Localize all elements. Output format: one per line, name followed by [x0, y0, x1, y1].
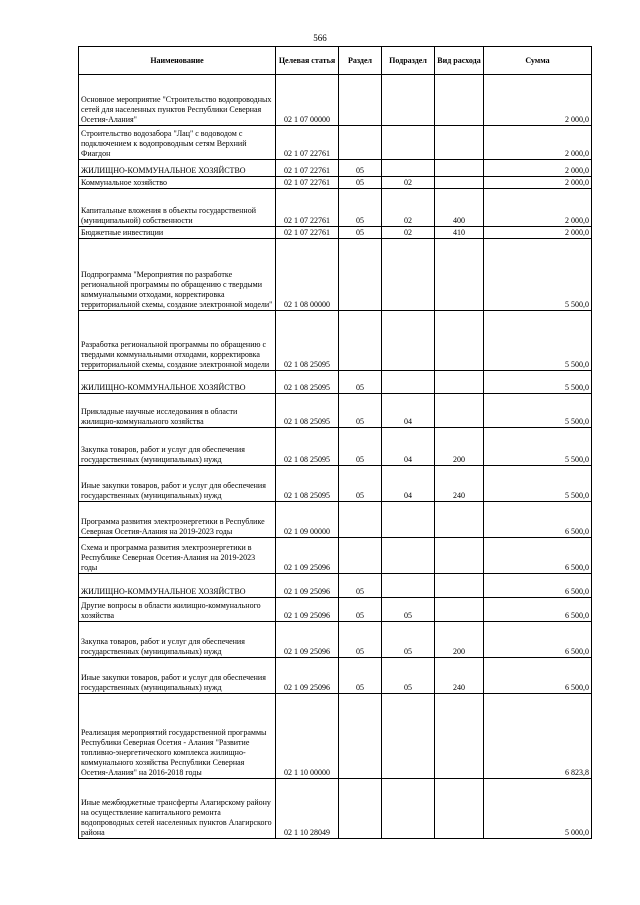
cell-expense-type	[435, 126, 484, 160]
cell-name: Иные межбюджетные трансферты Алагирскому району на осуществление капитального ремонта водопроводных сетей населенных пунктов Алагирского района	[79, 779, 276, 839]
cell-section: 05	[339, 177, 382, 189]
cell-sum: 2 000,0	[484, 177, 592, 189]
cell-sum: 2 000,0	[484, 75, 592, 126]
cell-name: Иные закупки товаров, работ и услуг для обеспечения государственных (муниципальных) нужд	[79, 658, 276, 694]
cell-name: Коммунальное хозяйство	[79, 177, 276, 189]
cell-code: 02 1 07 22761	[276, 126, 339, 160]
cell-expense-type	[435, 694, 484, 779]
cell-code: 02 1 08 25095	[276, 466, 339, 502]
cell-code: 02 1 08 00000	[276, 239, 339, 311]
cell-code: 02 1 09 25096	[276, 538, 339, 574]
cell-section	[339, 694, 382, 779]
table-row	[79, 538, 592, 574]
header-code: Целевая статья	[276, 47, 339, 75]
cell-expense-type: 400	[435, 189, 484, 227]
cell-expense-type	[435, 574, 484, 598]
cell-code: 02 1 10 00000	[276, 694, 339, 779]
cell-section	[339, 239, 382, 311]
cell-code: 02 1 08 25095	[276, 371, 339, 394]
cell-name: ЖИЛИЩНО-КОММУНАЛЬНОЕ ХОЗЯЙСТВО	[79, 574, 276, 598]
cell-code: 02 1 09 25096	[276, 574, 339, 598]
cell-sum: 6 500,0	[484, 574, 592, 598]
table-row	[79, 574, 592, 598]
cell-section: 05	[339, 371, 382, 394]
cell-name: Разработка региональной программы по обращению с твердыми коммунальными отходами, корректировка территориальной схемы, создание электронной модели	[79, 311, 276, 371]
cell-name: Закупка товаров, работ и услуг для обеспечения государственных (муниципальных) нужд	[79, 622, 276, 658]
cell-section: 05	[339, 227, 382, 239]
cell-section: 05	[339, 428, 382, 466]
table-row	[79, 189, 592, 227]
cell-sum: 5 500,0	[484, 428, 592, 466]
cell-name: Схема и программа развития электроэнергетики в Республике Северная Осетия-Алания на 2019-2023 годы	[79, 538, 276, 574]
cell-sum: 5 500,0	[484, 394, 592, 428]
cell-name: Иные закупки товаров, работ и услуг для обеспечения государственных (муниципальных) нужд	[79, 466, 276, 502]
table-row	[79, 779, 592, 839]
table-row	[79, 622, 592, 658]
cell-section: 05	[339, 466, 382, 502]
table-row	[79, 239, 592, 311]
cell-section	[339, 502, 382, 538]
cell-section: 05	[339, 160, 382, 177]
header-sum: Сумма	[484, 47, 592, 75]
cell-name: Строительство водозабора "Лац" с водоводом с подключением к водопроводным сетям Верхний Фиагдон	[79, 126, 276, 160]
cell-subsection	[382, 502, 435, 538]
cell-section	[339, 311, 382, 371]
cell-subsection	[382, 371, 435, 394]
cell-sum: 5 500,0	[484, 466, 592, 502]
table-row	[79, 394, 592, 428]
cell-sum: 6 500,0	[484, 658, 592, 694]
cell-sum: 5 500,0	[484, 371, 592, 394]
table-row	[79, 598, 592, 622]
header-name: Наименование	[79, 47, 276, 75]
table-row	[79, 428, 592, 466]
cell-name: Программа развития электроэнергетики в Республике Северная Осетия-Алания на 2019-2023 годы	[79, 502, 276, 538]
cell-code: 02 1 09 25096	[276, 658, 339, 694]
cell-subsection: 04	[382, 428, 435, 466]
cell-code: 02 1 09 00000	[276, 502, 339, 538]
table-header-row	[79, 47, 592, 75]
cell-sum: 5 500,0	[484, 311, 592, 371]
cell-section: 05	[339, 598, 382, 622]
cell-name: ЖИЛИЩНО-КОММУНАЛЬНОЕ ХОЗЯЙСТВО	[79, 371, 276, 394]
cell-expense-type	[435, 394, 484, 428]
cell-sum: 6 823,8	[484, 694, 592, 779]
header-section: Раздел	[339, 47, 382, 75]
cell-code: 02 1 07 22761	[276, 227, 339, 239]
table-row	[79, 371, 592, 394]
cell-expense-type: 240	[435, 658, 484, 694]
cell-subsection	[382, 75, 435, 126]
cell-subsection: 02	[382, 227, 435, 239]
cell-code: 02 1 09 25096	[276, 598, 339, 622]
cell-sum: 6 500,0	[484, 538, 592, 574]
cell-name: Закупка товаров, работ и услуг для обеспечения государственных (муниципальных) нужд	[79, 428, 276, 466]
table-row	[79, 227, 592, 239]
cell-name: Основное мероприятие "Строительство водопроводных сетей для населенных пунктов Республики Северная Осетия-Алания"	[79, 75, 276, 126]
header-subsection: Подраздел	[382, 47, 435, 75]
cell-subsection: 05	[382, 658, 435, 694]
cell-sum: 6 500,0	[484, 622, 592, 658]
cell-expense-type	[435, 371, 484, 394]
cell-subsection	[382, 779, 435, 839]
cell-subsection: 05	[382, 622, 435, 658]
cell-code: 02 1 07 22761	[276, 189, 339, 227]
cell-expense-type	[435, 538, 484, 574]
cell-section	[339, 779, 382, 839]
table-row	[79, 160, 592, 177]
budget-table	[78, 46, 592, 839]
cell-section: 05	[339, 394, 382, 428]
header-expense-type: Вид расхода	[435, 47, 484, 75]
cell-code: 02 1 07 22761	[276, 177, 339, 189]
cell-expense-type: 200	[435, 622, 484, 658]
table-row	[79, 75, 592, 126]
cell-subsection: 04	[382, 394, 435, 428]
table-row	[79, 658, 592, 694]
cell-code: 02 1 08 25095	[276, 428, 339, 466]
cell-section	[339, 126, 382, 160]
cell-name: Капитальные вложения в объекты государственной (муниципальной) собственности	[79, 189, 276, 227]
cell-code: 02 1 08 25095	[276, 394, 339, 428]
table-row	[79, 311, 592, 371]
cell-name: ЖИЛИЩНО-КОММУНАЛЬНОЕ ХОЗЯЙСТВО	[79, 160, 276, 177]
cell-code: 02 1 07 00000	[276, 75, 339, 126]
cell-section: 05	[339, 622, 382, 658]
cell-name: Реализация мероприятий государственной программы Республики Северная Осетия - Алания "Развитие топливно-энергетического комплекса жилищно-коммунального хозяйства Республики Северная Осетия-Алания" на 2016-2018 годы	[79, 694, 276, 779]
cell-subsection: 05	[382, 598, 435, 622]
cell-expense-type	[435, 779, 484, 839]
cell-section	[339, 538, 382, 574]
table-row	[79, 694, 592, 779]
cell-section: 05	[339, 574, 382, 598]
cell-expense-type: 410	[435, 227, 484, 239]
cell-name: Подпрограмма "Мероприятия по разработке региональной программы по обращению с твердыми коммунальными отходами, корректировка территориальной схемы, создание электронной модели"	[79, 239, 276, 311]
cell-expense-type	[435, 177, 484, 189]
cell-section	[339, 75, 382, 126]
cell-subsection	[382, 311, 435, 371]
cell-sum: 6 500,0	[484, 598, 592, 622]
cell-subsection	[382, 126, 435, 160]
cell-name: Бюджетные инвестиции	[79, 227, 276, 239]
cell-code: 02 1 10 28049	[276, 779, 339, 839]
cell-sum: 6 500,0	[484, 502, 592, 538]
cell-subsection	[382, 574, 435, 598]
cell-expense-type	[435, 75, 484, 126]
cell-sum: 5 000,0	[484, 779, 592, 839]
cell-code: 02 1 07 22761	[276, 160, 339, 177]
cell-name: Другие вопросы в области жилищно-коммунального хозяйства	[79, 598, 276, 622]
cell-sum: 2 000,0	[484, 227, 592, 239]
cell-subsection	[382, 160, 435, 177]
cell-subsection: 04	[382, 466, 435, 502]
cell-expense-type	[435, 502, 484, 538]
cell-subsection	[382, 538, 435, 574]
cell-expense-type: 200	[435, 428, 484, 466]
cell-subsection: 02	[382, 177, 435, 189]
cell-sum: 2 000,0	[484, 126, 592, 160]
cell-sum: 2 000,0	[484, 160, 592, 177]
cell-expense-type	[435, 311, 484, 371]
cell-expense-type	[435, 239, 484, 311]
cell-expense-type	[435, 160, 484, 177]
page-number: 566	[313, 33, 327, 43]
cell-name: Прикладные научные исследования в области жилищно-коммунального хозяйства	[79, 394, 276, 428]
table-row	[79, 502, 592, 538]
cell-subsection	[382, 694, 435, 779]
cell-expense-type: 240	[435, 466, 484, 502]
table-row	[79, 126, 592, 160]
cell-section: 05	[339, 189, 382, 227]
cell-sum: 2 000,0	[484, 189, 592, 227]
cell-subsection	[382, 239, 435, 311]
table-row	[79, 466, 592, 502]
cell-sum: 5 500,0	[484, 239, 592, 311]
table-row	[79, 177, 592, 189]
cell-code: 02 1 08 25095	[276, 311, 339, 371]
cell-section: 05	[339, 658, 382, 694]
cell-subsection: 02	[382, 189, 435, 227]
cell-expense-type	[435, 598, 484, 622]
cell-code: 02 1 09 25096	[276, 622, 339, 658]
